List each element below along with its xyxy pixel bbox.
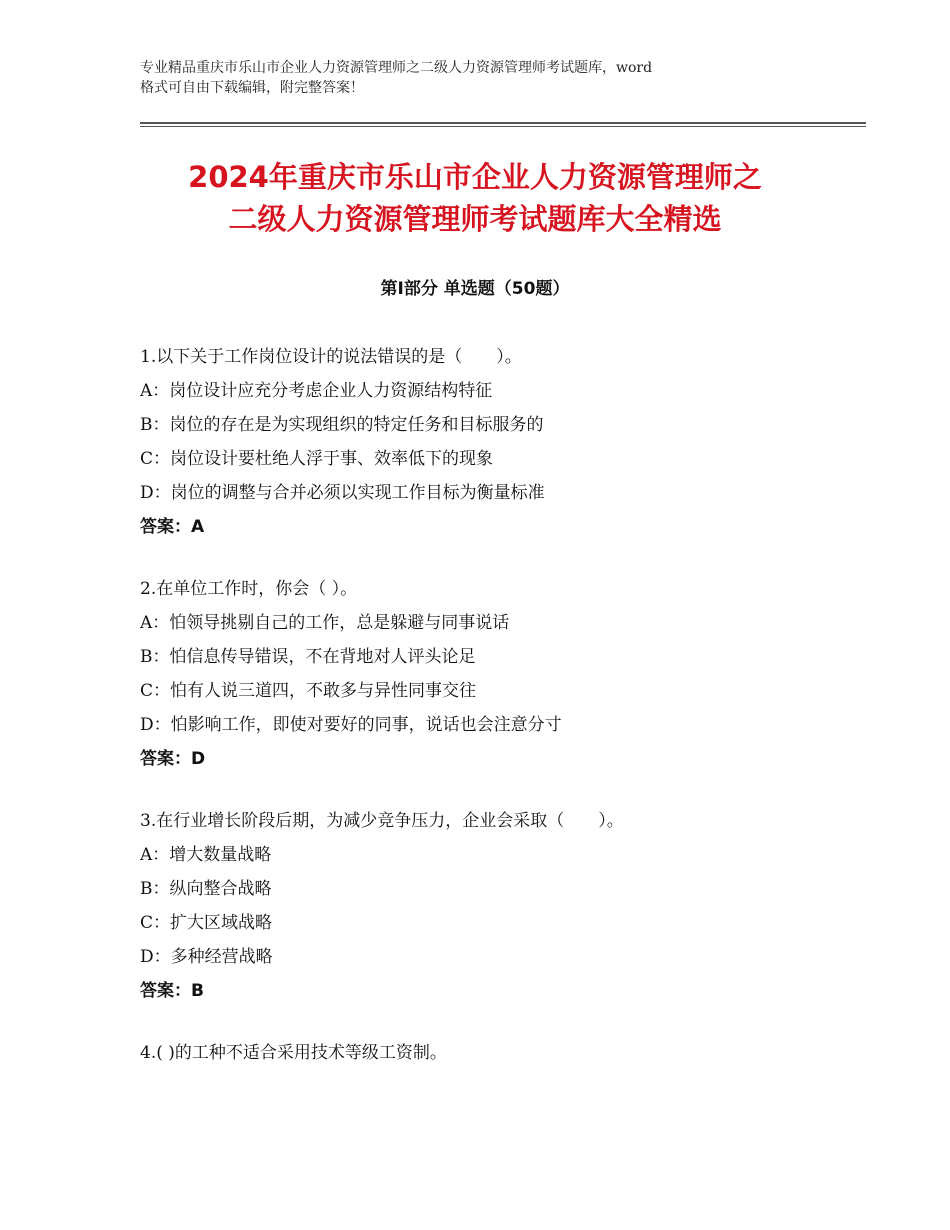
question-3: [140, 804, 840, 1008]
question-stem: 1.以下关于工作岗位设计的说法错误的是（ ）。: [140, 347, 522, 367]
option-d: D：怕影响工作，即使对要好的同事，说话也会注意分寸: [140, 715, 562, 735]
option-d: D：岗位的调整与合并必须以实现工作目标为衡量标准: [140, 483, 545, 503]
header-divider-thick: [140, 122, 866, 124]
question-stem: 2.在单位工作时，你会（ ）。: [140, 579, 358, 599]
header-note: [140, 58, 830, 98]
option-b: B：怕信息传导错误，不在背地对人评头论足: [140, 647, 476, 667]
question-4: [140, 1036, 840, 1070]
option-b: B：纵向整合战略: [140, 879, 272, 899]
document-title-line-1: 2024年重庆市乐山市企业人力资源管理师之: [188, 160, 762, 194]
question-stem: 3.在行业增长阶段后期，为减少竞争压力，企业会采取（ ）。: [140, 811, 624, 831]
question-1: [140, 340, 840, 544]
option-c: C：怕有人说三道四，不敢多与异性同事交往: [140, 681, 477, 701]
option-b: B：岗位的存在是为实现组织的特定任务和目标服务的: [140, 415, 544, 435]
option-d: D：多种经营战略: [140, 947, 273, 967]
document-title-line-2: 二级人力资源管理师考试题库大全精选: [228, 202, 722, 236]
question-list: [140, 340, 840, 1098]
answer-label: 答案：A: [140, 517, 205, 537]
answer-label: 答案：D: [140, 749, 206, 769]
header-divider-thin: [140, 126, 866, 127]
section-heading: 第Ⅰ部分 单选题（50题）: [380, 279, 570, 299]
option-a: A：怕领导挑剔自己的工作，总是躲避与同事说话: [140, 613, 510, 633]
option-a: A：岗位设计应充分考虑企业人力资源结构特征: [140, 381, 493, 401]
answer-label: 答案：B: [140, 981, 204, 1001]
header-note-line-1: 专业精品重庆市乐山市企业人力资源管理师之二级人力资源管理师考试题库，word: [140, 60, 653, 76]
question-2: [140, 572, 840, 776]
option-a: A：增大数量战略: [140, 845, 272, 865]
option-c: C：扩大区域战略: [140, 913, 273, 933]
document-title: [90, 156, 860, 240]
header-note-line-2: 格式可自由下载编辑，附完整答案！: [140, 80, 364, 96]
question-stem: 4.( )的工种不适合采用技术等级工资制。: [140, 1043, 447, 1063]
option-c: C：岗位设计要杜绝人浮于事、效率低下的现象: [140, 449, 494, 469]
